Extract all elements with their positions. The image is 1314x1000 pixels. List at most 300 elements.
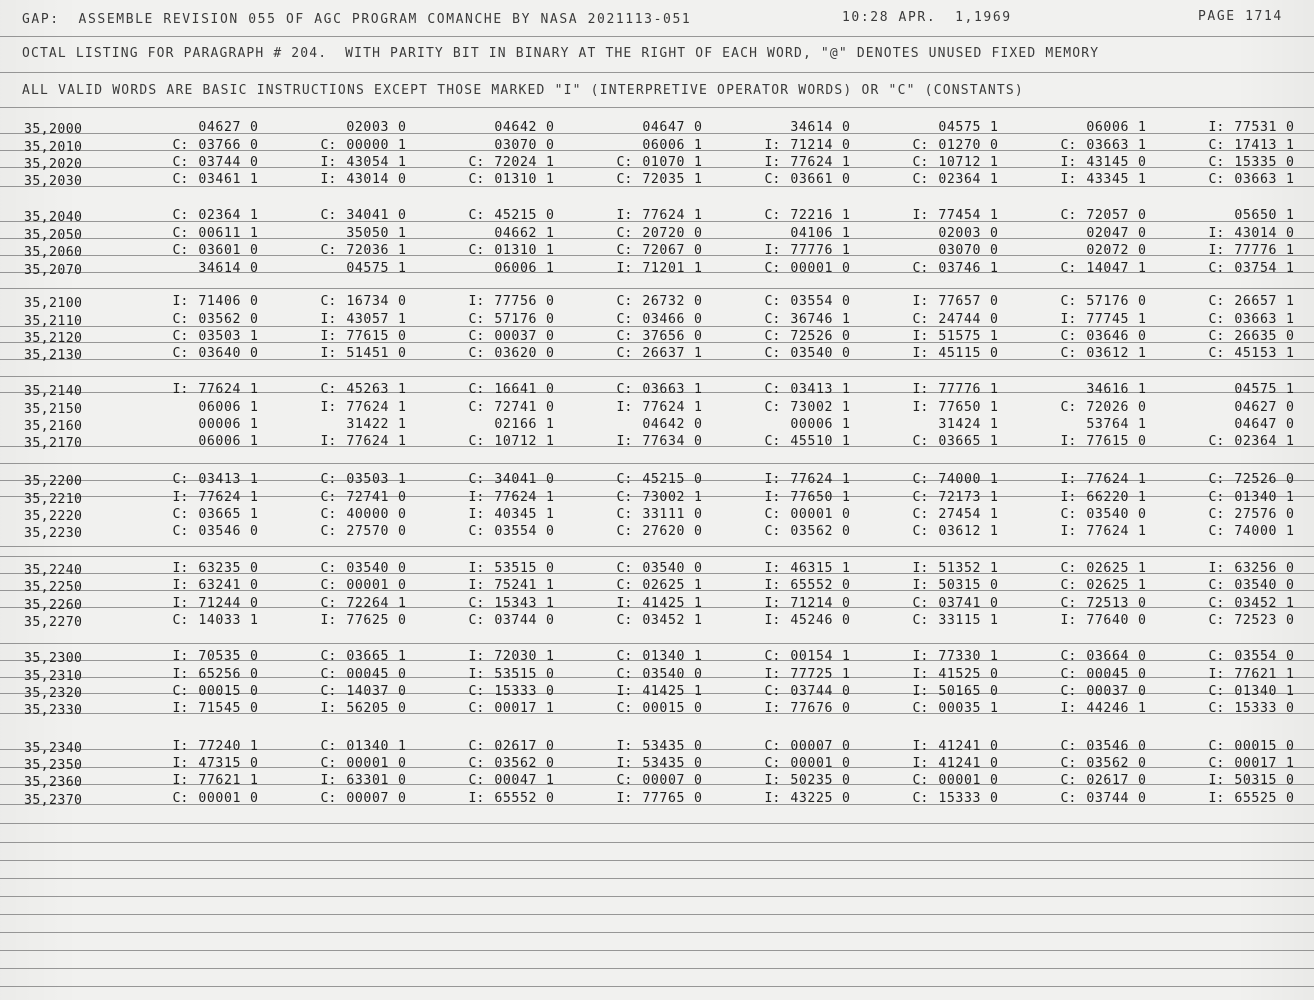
octal-word [616, 208, 702, 223]
parity-bit: 1 [842, 400, 850, 415]
parity-bit: 0 [990, 312, 998, 327]
header-datetime: 10:28 APR. 1,1969 [842, 10, 1012, 25]
word-value: 00007 [790, 739, 834, 754]
octal-word [468, 472, 554, 487]
listing-row [0, 701, 1314, 718]
row-address: 35,2370 [24, 793, 83, 808]
octal-word [912, 701, 998, 716]
octal-word [468, 578, 554, 593]
word-marker: C: [320, 561, 337, 576]
octal-word [616, 756, 702, 771]
parity-bit: 0 [546, 329, 554, 344]
word-value: 72067 [642, 243, 686, 258]
ruled-line [0, 463, 1314, 464]
word-value: 50315 [1234, 773, 1278, 788]
word-marker: C: [468, 739, 485, 754]
octal-word [172, 382, 258, 397]
octal-word [1208, 329, 1294, 344]
octal-word [1208, 578, 1294, 593]
octal-word [616, 701, 702, 716]
word-value: 14033 [198, 613, 242, 628]
row-address: 35,2030 [24, 174, 83, 189]
word-marker: I: [764, 155, 781, 170]
row-address: 35,2340 [24, 741, 83, 756]
parity-bit: 0 [250, 701, 258, 716]
octal-word [764, 208, 850, 223]
octal-word [468, 400, 554, 415]
word-marker: C: [468, 684, 485, 699]
parity-bit: 1 [546, 507, 554, 522]
listing-row [0, 417, 1314, 434]
word-marker: C: [1060, 773, 1077, 788]
word-value: 00017 [494, 701, 538, 716]
word-marker: I: [468, 649, 485, 664]
word-value: 26635 [1234, 329, 1278, 344]
octal-word [172, 490, 258, 505]
parity-bit: 0 [842, 138, 850, 153]
parity-bit: 1 [990, 155, 998, 170]
octal-word [632, 138, 702, 153]
octal-word [764, 261, 850, 276]
parity-bit: 1 [1286, 346, 1294, 361]
row-address: 35,2240 [24, 563, 83, 578]
word-marker: C: [172, 507, 189, 522]
octal-word [320, 649, 406, 664]
word-marker: C: [616, 472, 633, 487]
word-value: 03546 [198, 524, 242, 539]
octal-word [1060, 596, 1146, 611]
parity-bit: 1 [1286, 208, 1294, 223]
word-value: 34614 [198, 261, 242, 276]
parity-bit: 1 [250, 400, 258, 415]
word-marker: C: [1060, 756, 1077, 771]
octal-word [468, 434, 554, 449]
octal-word [1060, 155, 1146, 170]
word-value: 50235 [790, 773, 834, 788]
parity-bit: 1 [398, 649, 406, 664]
word-value: 00154 [790, 649, 834, 664]
octal-word [188, 434, 258, 449]
word-marker: I: [320, 312, 337, 327]
octal-word [320, 578, 406, 593]
octal-word [1060, 739, 1146, 754]
octal-word [1208, 120, 1294, 135]
listing-row [0, 596, 1314, 613]
octal-word [1060, 261, 1146, 276]
parity-bit: 0 [694, 417, 702, 432]
word-value: 03554 [494, 524, 538, 539]
row-address: 35,2060 [24, 245, 83, 260]
word-marker: C: [1208, 346, 1225, 361]
octal-word [320, 507, 406, 522]
word-value: 41525 [938, 667, 982, 682]
parity-bit: 1 [842, 472, 850, 487]
parity-bit: 0 [990, 243, 998, 258]
octal-word [1208, 613, 1294, 628]
word-value: 03540 [642, 561, 686, 576]
word-value: 04575 [1234, 382, 1278, 397]
octal-word [616, 773, 702, 788]
word-value: 57176 [494, 312, 538, 327]
octal-word [912, 791, 998, 806]
word-marker: C: [912, 312, 929, 327]
word-value: 03664 [1086, 649, 1130, 664]
word-value: 72513 [1086, 596, 1130, 611]
word-value: 43054 [346, 155, 390, 170]
word-marker: C: [468, 773, 485, 788]
parity-bit: 1 [990, 613, 998, 628]
parity-bit: 0 [842, 596, 850, 611]
word-value: 00001 [790, 507, 834, 522]
word-marker: C: [172, 226, 189, 241]
octal-word [616, 172, 702, 187]
parity-bit: 0 [842, 172, 850, 187]
word-value: 04627 [198, 120, 242, 135]
octal-word [172, 561, 258, 576]
word-marker: C: [468, 434, 485, 449]
octal-word [616, 312, 702, 327]
octal-word [468, 155, 554, 170]
octal-word [616, 684, 702, 699]
row-address: 35,2150 [24, 402, 83, 417]
word-value: 02003 [346, 120, 390, 135]
octal-word [1060, 667, 1146, 682]
word-marker: C: [616, 701, 633, 716]
ruled-line [0, 556, 1314, 557]
word-value: 03540 [642, 667, 686, 682]
parity-bit: 0 [842, 773, 850, 788]
word-value: 03640 [198, 346, 242, 361]
word-value: 00015 [1234, 739, 1278, 754]
word-marker: C: [468, 172, 485, 187]
octal-word [320, 701, 406, 716]
row-address: 35,2020 [24, 157, 83, 172]
parity-bit: 0 [1286, 400, 1294, 415]
word-value: 77531 [1234, 120, 1278, 135]
word-marker: C: [912, 172, 929, 187]
word-marker: C: [320, 243, 337, 258]
word-marker: C: [1060, 667, 1077, 682]
parity-bit: 0 [842, 756, 850, 771]
parity-bit: 0 [842, 791, 850, 806]
word-marker: C: [616, 172, 633, 187]
parity-bit: 0 [694, 434, 702, 449]
word-marker: I: [172, 294, 189, 309]
word-marker: C: [764, 524, 781, 539]
word-marker: I: [616, 596, 633, 611]
parity-bit: 1 [842, 226, 850, 241]
listing-row [0, 434, 1314, 451]
octal-word [764, 739, 850, 754]
octal-word [468, 346, 554, 361]
octal-word [320, 684, 406, 699]
word-marker: C: [172, 329, 189, 344]
parity-bit: 0 [546, 561, 554, 576]
listing-row [0, 773, 1314, 790]
octal-word [1208, 773, 1294, 788]
word-marker: I: [468, 561, 485, 576]
parity-bit: 1 [842, 561, 850, 576]
word-marker: C: [764, 684, 781, 699]
word-value: 43057 [346, 312, 390, 327]
parity-bit: 0 [990, 596, 998, 611]
parity-bit: 1 [250, 773, 258, 788]
parity-bit: 0 [398, 773, 406, 788]
word-value: 74000 [938, 472, 982, 487]
word-value: 04106 [790, 226, 834, 241]
parity-bit: 1 [842, 312, 850, 327]
word-marker: I: [616, 400, 633, 415]
octal-word [468, 172, 554, 187]
octal-word [616, 791, 702, 806]
word-value: 03746 [938, 261, 982, 276]
parity-bit: 1 [546, 172, 554, 187]
word-value: 01340 [346, 739, 390, 754]
octal-word [1208, 346, 1294, 361]
word-value: 66220 [1086, 490, 1130, 505]
word-value: 77615 [346, 329, 390, 344]
word-value: 45510 [790, 434, 834, 449]
octal-word [1208, 649, 1294, 664]
word-marker: C: [468, 524, 485, 539]
word-marker: C: [172, 172, 189, 187]
octal-word [1208, 490, 1294, 505]
word-value: 03612 [938, 524, 982, 539]
parity-bit: 0 [250, 524, 258, 539]
parity-bit: 0 [1286, 417, 1294, 432]
word-marker: C: [912, 613, 929, 628]
octal-word [616, 596, 702, 611]
octal-word [1060, 490, 1146, 505]
parity-bit: 1 [990, 561, 998, 576]
parity-bit: 1 [842, 382, 850, 397]
word-marker: I: [912, 329, 929, 344]
octal-word [1060, 701, 1146, 716]
word-marker: C: [1208, 756, 1225, 771]
octal-word [764, 312, 850, 327]
word-value: 72523 [1234, 613, 1278, 628]
octal-word [780, 120, 850, 135]
parity-bit: 1 [694, 346, 702, 361]
word-marker: C: [1208, 172, 1225, 187]
parity-bit: 1 [694, 684, 702, 699]
parity-bit: 0 [398, 294, 406, 309]
octal-word [172, 684, 258, 699]
word-value: 00015 [198, 684, 242, 699]
octal-word [1060, 346, 1146, 361]
word-marker: C: [912, 507, 929, 522]
word-marker: C: [172, 613, 189, 628]
ruled-line [0, 376, 1314, 377]
ruled-line [0, 860, 1314, 861]
octal-word [172, 312, 258, 327]
octal-word [912, 261, 998, 276]
parity-bit: 1 [398, 226, 406, 241]
word-marker: C: [1060, 578, 1077, 593]
word-value: 77725 [790, 667, 834, 682]
parity-bit: 1 [546, 417, 554, 432]
parity-bit: 1 [990, 382, 998, 397]
word-value: 15333 [1234, 701, 1278, 716]
octal-word [616, 561, 702, 576]
parity-bit: 0 [398, 490, 406, 505]
octal-word [616, 294, 702, 309]
word-marker: C: [1060, 791, 1077, 806]
octal-word [320, 138, 406, 153]
ruled-line [0, 107, 1314, 108]
word-marker: I: [320, 329, 337, 344]
parity-bit: 1 [546, 243, 554, 258]
parity-bit: 1 [694, 613, 702, 628]
word-marker: I: [1060, 312, 1077, 327]
word-value: 00017 [1234, 756, 1278, 771]
ruled-line [0, 950, 1314, 951]
word-value: 77634 [642, 434, 686, 449]
word-value: 34041 [346, 208, 390, 223]
word-value: 03620 [494, 346, 538, 361]
parity-bit: 1 [1286, 138, 1294, 153]
parity-bit: 0 [546, 472, 554, 487]
octal-word [912, 172, 998, 187]
word-marker: I: [172, 739, 189, 754]
word-value: 71406 [198, 294, 242, 309]
parity-bit: 0 [694, 791, 702, 806]
octal-word [172, 138, 258, 153]
octal-word [172, 613, 258, 628]
parity-bit: 0 [398, 613, 406, 628]
word-value: 03554 [790, 294, 834, 309]
octal-word [764, 346, 850, 361]
octal-word [1060, 684, 1146, 699]
listing-row [0, 261, 1314, 278]
word-value: 72057 [1086, 208, 1130, 223]
word-marker: I: [912, 294, 929, 309]
parity-bit: 1 [990, 400, 998, 415]
word-marker: I: [172, 382, 189, 397]
octal-word [468, 312, 554, 327]
octal-word [1208, 561, 1294, 576]
parity-bit: 0 [1138, 208, 1146, 223]
parity-bit: 0 [250, 649, 258, 664]
word-value: 00006 [790, 417, 834, 432]
parity-bit: 1 [1286, 243, 1294, 258]
word-value: 53435 [642, 739, 686, 754]
parity-bit: 0 [398, 701, 406, 716]
octal-word [616, 649, 702, 664]
octal-word [616, 400, 702, 415]
parity-bit: 1 [990, 490, 998, 505]
listing-row [0, 490, 1314, 507]
word-value: 72173 [938, 490, 982, 505]
octal-word [764, 329, 850, 344]
parity-bit: 1 [250, 613, 258, 628]
word-value: 03466 [642, 312, 686, 327]
octal-word [764, 684, 850, 699]
word-marker: I: [1208, 243, 1225, 258]
octal-word [616, 346, 702, 361]
parity-bit: 1 [1286, 261, 1294, 276]
word-marker: C: [1208, 472, 1225, 487]
word-value: 01070 [642, 155, 686, 170]
word-marker: C: [1208, 578, 1225, 593]
word-marker: C: [172, 243, 189, 258]
parity-bit: 1 [1286, 524, 1294, 539]
parity-bit: 0 [1138, 613, 1146, 628]
word-marker: C: [1060, 561, 1077, 576]
word-marker: C: [172, 346, 189, 361]
word-value: 77615 [1086, 434, 1130, 449]
word-marker: I: [468, 490, 485, 505]
word-value: 15333 [938, 791, 982, 806]
octal-word [320, 561, 406, 576]
word-value: 00001 [346, 578, 390, 593]
parity-bit: 0 [250, 667, 258, 682]
word-marker: I: [616, 684, 633, 699]
parity-bit: 0 [398, 684, 406, 699]
word-marker: I: [764, 472, 781, 487]
parity-bit: 0 [1286, 561, 1294, 576]
word-value: 02625 [1086, 578, 1130, 593]
parity-bit: 0 [842, 346, 850, 361]
listing-row [0, 155, 1314, 172]
octal-word [912, 208, 998, 223]
word-marker: C: [616, 226, 633, 241]
parity-bit: 0 [1286, 507, 1294, 522]
octal-word [468, 524, 554, 539]
parity-bit: 0 [546, 400, 554, 415]
word-marker: I: [320, 400, 337, 415]
parity-bit: 0 [398, 524, 406, 539]
word-value: 77621 [198, 773, 242, 788]
parity-bit: 0 [1286, 578, 1294, 593]
parity-bit: 1 [1286, 434, 1294, 449]
word-marker: C: [172, 791, 189, 806]
word-marker: C: [468, 155, 485, 170]
word-value: 00007 [642, 773, 686, 788]
parity-bit: 0 [1138, 667, 1146, 682]
octal-word [172, 596, 258, 611]
word-value: 34616 [1086, 382, 1130, 397]
parity-bit: 1 [1286, 382, 1294, 397]
word-value: 00037 [494, 329, 538, 344]
listing-row [0, 524, 1314, 541]
octal-word [468, 613, 554, 628]
parity-bit: 0 [250, 756, 258, 771]
word-marker: C: [616, 613, 633, 628]
listing-row [0, 226, 1314, 243]
word-value: 70535 [198, 649, 242, 664]
octal-word [172, 701, 258, 716]
octal-word [616, 382, 702, 397]
parity-bit: 0 [990, 667, 998, 682]
word-value: 43014 [1234, 226, 1278, 241]
word-value: 71244 [198, 596, 242, 611]
octal-word [1224, 400, 1294, 415]
word-marker: I: [616, 434, 633, 449]
word-marker: C: [320, 596, 337, 611]
word-marker: C: [172, 524, 189, 539]
parity-bit: 0 [1138, 791, 1146, 806]
octal-word [320, 243, 406, 258]
word-value: 53435 [642, 756, 686, 771]
word-value: 14047 [1086, 261, 1130, 276]
word-value: 45153 [1234, 346, 1278, 361]
octal-word [764, 382, 850, 397]
word-marker: I: [616, 261, 633, 276]
octal-word [912, 596, 998, 611]
octal-word [616, 261, 702, 276]
octal-word [616, 578, 702, 593]
